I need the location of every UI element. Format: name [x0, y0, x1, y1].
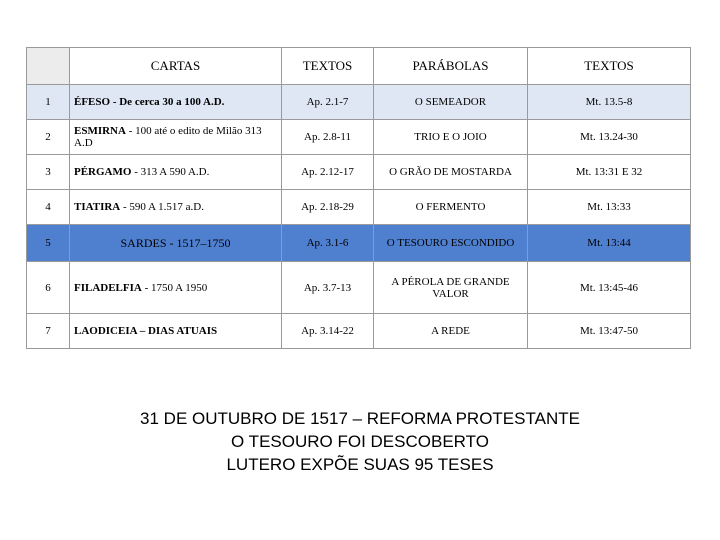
texto-cell: Ap. 3.1-6	[282, 225, 374, 262]
parabola-cell: O SEMEADOR	[374, 85, 528, 120]
header-parabolas: PARÁBOLAS	[374, 48, 528, 85]
carta-name: TIATIRA	[74, 201, 121, 213]
carta-period: - De cerca 30 a 100 A.D.	[110, 96, 225, 108]
carta-cell	[70, 85, 282, 120]
texto2-cell: Mt. 13.24-30	[528, 120, 691, 155]
texto-cell: Ap. 3.7-13	[282, 262, 374, 314]
carta-cell	[70, 120, 282, 155]
parabola-cell: A REDE	[374, 314, 528, 349]
texto2-cell: Mt. 13:31 E 32	[528, 155, 691, 190]
table-row	[27, 190, 691, 225]
carta-cell	[70, 190, 282, 225]
texto2-cell: Mt. 13:45-46	[528, 262, 691, 314]
header-textos-2: TEXTOS	[528, 48, 691, 85]
carta-name: FILADELFIA	[74, 281, 142, 294]
carta-period: - 100 até o edito de Milão 313 A.D	[74, 125, 262, 149]
texto-cell: Ap. 2.8-11	[282, 120, 374, 155]
texto-cell: Ap. 3.14-22	[282, 314, 374, 349]
table-row	[27, 262, 691, 314]
parabola-cell: O TESOURO ESCONDIDO	[374, 225, 528, 262]
table-row	[27, 314, 691, 349]
texto2-cell: Mt. 13:47-50	[528, 314, 691, 349]
carta-cell	[70, 225, 282, 262]
carta-period: - 590 A 1.517 a.D.	[120, 201, 204, 213]
carta-cell	[70, 262, 282, 314]
row-number: 3	[27, 155, 70, 190]
carta-name: LAODICEIA – DIAS ATUAIS	[74, 325, 218, 337]
carta-cell	[70, 155, 282, 190]
texto-cell: Ap. 2.1-7	[282, 85, 374, 120]
header-corner	[27, 48, 70, 85]
carta-period: - 1750 A 1950	[141, 281, 208, 294]
parabola-cell: A PÉROLA DE GRANDE VALOR	[374, 262, 528, 314]
carta-period: SARDES - 1517–1750	[120, 235, 231, 250]
header-cartas: CARTAS	[70, 48, 282, 85]
texto-cell: Ap. 2.18-29	[282, 190, 374, 225]
carta-name: PÉRGAMO	[74, 166, 132, 178]
caption-line-1: 31 DE OUTUBRO DE 1517 – REFORMA PROTESTANTE	[140, 409, 580, 428]
texto2-cell: Mt. 13:33	[528, 190, 691, 225]
table-row	[27, 85, 691, 120]
carta-name: ÉFESO	[74, 96, 111, 108]
carta-name: ESMIRNA	[74, 125, 126, 137]
row-number: 1	[27, 85, 70, 120]
row-number: 4	[27, 190, 70, 225]
row-number: 7	[27, 314, 70, 349]
texto-cell: Ap. 2.12-17	[282, 155, 374, 190]
caption-line-2: O TESOURO FOI DESCOBERTO	[231, 432, 489, 451]
carta-period: - 313 A 590 A.D.	[131, 166, 210, 178]
parabola-cell: O FERMENTO	[374, 190, 528, 225]
table-row-highlighted	[27, 225, 691, 262]
header-row	[27, 48, 691, 85]
row-number: 6	[27, 262, 70, 314]
caption-line-3: LUTERO EXPÕE SUAS 95 TESES	[226, 455, 494, 474]
parabola-cell: TRIO E O JOIO	[374, 120, 528, 155]
texto2-cell: Mt. 13.5-8	[528, 85, 691, 120]
row-number: 2	[27, 120, 70, 155]
table-row	[27, 155, 691, 190]
parabola-cell: O GRÃO DE MOSTARDA	[374, 155, 528, 190]
letters-parables-table	[26, 47, 691, 349]
texto2-cell: Mt. 13:44	[528, 225, 691, 262]
header-textos: TEXTOS	[282, 48, 374, 85]
row-number: 5	[27, 225, 70, 262]
carta-cell	[70, 314, 282, 349]
table-row	[27, 120, 691, 155]
